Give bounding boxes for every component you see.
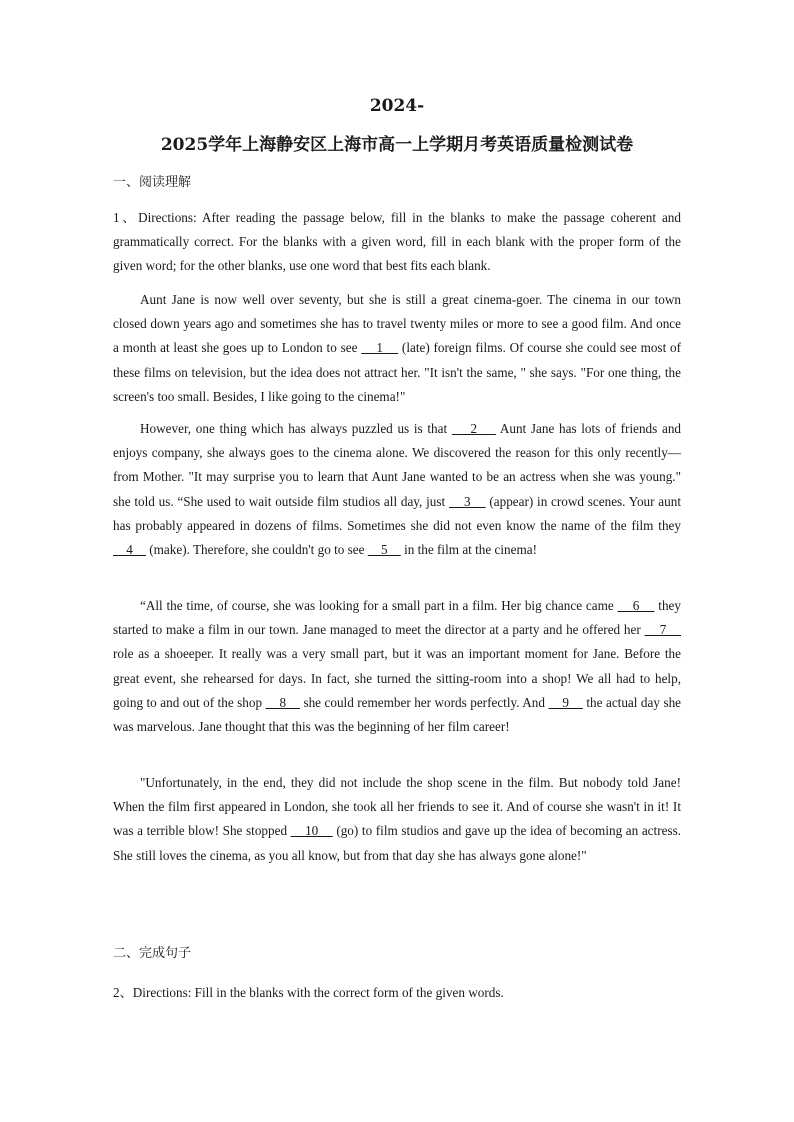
question-1-directions [113, 206, 681, 279]
section-heading-complete-sentences: 二、完成句子 [113, 946, 192, 961]
passage-text: (appear) in crowd scenes. Your aunt has probably appeared in dozens of films. Sometimes she did not even know the name of the film they [113, 493, 681, 533]
passage-text: the actual day she was marvelous. Jane thought that this was the beginning of her film career! [113, 694, 682, 735]
exam-title-year: 2024- [369, 96, 425, 116]
blank-8: 8 [265, 694, 300, 710]
blank-7: 7 [644, 622, 682, 638]
question-2-directions [113, 981, 681, 1005]
blank-6: 6 [617, 598, 655, 613]
passage-paragraph-2 [113, 417, 681, 562]
blank-9: 9 [548, 694, 583, 710]
section-heading-reading: 一、阅读理解 [113, 175, 192, 190]
passage-text: they started to make a film in our town. Jane managed to meet the director at a party and he offered her [113, 598, 681, 638]
passage-text: “All the time, of course, she was looking for a small part in a film. Her big chance came [140, 598, 618, 613]
directions-text: 1、Directions: After reading the passage below, fill in the blanks to make the passage coherent and grammatically correct. For the blanks with a given word, fill in each blank with the proper form of the given word; for the other blanks, use one word that best fits each blank. [113, 210, 681, 274]
passage-paragraph-1 [113, 288, 681, 409]
passage-text: she could remember her words perfectly. And [299, 694, 549, 710]
directions-text: 2、Directions: Fill in the blanks with the correct form of the given words. [113, 985, 504, 1000]
passage-paragraph-3 [113, 594, 681, 739]
blank-4: 4 [113, 542, 146, 558]
passage-text: (late) foreign films. Of course she could see most of these films on television, but the idea does not attract her. "It isn't the same, " she says. "For one thing, the screen's too small. Besides, I like going to the cinema!" [113, 340, 682, 404]
blank-10: 10 [290, 823, 333, 839]
passage-text: in the film at the cinema! [400, 542, 538, 558]
passage-text: (make). Therefore, she couldn't go to see [145, 542, 368, 558]
passage-text: Aunt Jane is now well over seventy, but she is still a great cinema-goer. The cinema in our town closed down years ago and sometimes she has to travel twenty miles or more to see a good film. And once a month at least she goes up to London to see [113, 292, 681, 356]
exam-title: 2025学年上海静安区上海市高一上学期月考英语质量检测试卷 [160, 135, 634, 155]
passage-text: (go) to film studios and gave up the idea of becoming an actress. She still loves the cinema, as you all know, but from that day she has always gone alone!" [113, 823, 682, 863]
blank-1: 1 [361, 340, 399, 356]
passage-text: "Unfortunately, in the end, they did not include the shop scene in the film. But nobody told Jane! When the film first appeared in London, she took all her friends to see it. And of course she wasn't in it! It was a terrible blow! She stopped [113, 775, 681, 839]
passage-paragraph-4 [113, 771, 681, 868]
blank-3: 3 [448, 493, 486, 509]
blank-5: 5 [367, 542, 401, 558]
passage-text: role as a shoeeper. It really was a very small part, but it was an important moment for Jane. Before the great event, she rehearsed for days. In fact, she turned the sitting-room into a shop! We all had to help, going to and out of the shop [113, 646, 681, 710]
passage-text: However, one thing which has always puzzled us is that [140, 421, 452, 436]
blank-2: 2 [451, 421, 496, 436]
passage-text: Aunt Jane has lots of friends and enjoys company, she always goes to the cinema alone. We discovered the reason for this only recently—from Mother. "It may surprise you to learn that Aunt Jane wanted to be an actress when she was young." she told us. “She used to wait outside film studios all day, just [113, 421, 682, 509]
